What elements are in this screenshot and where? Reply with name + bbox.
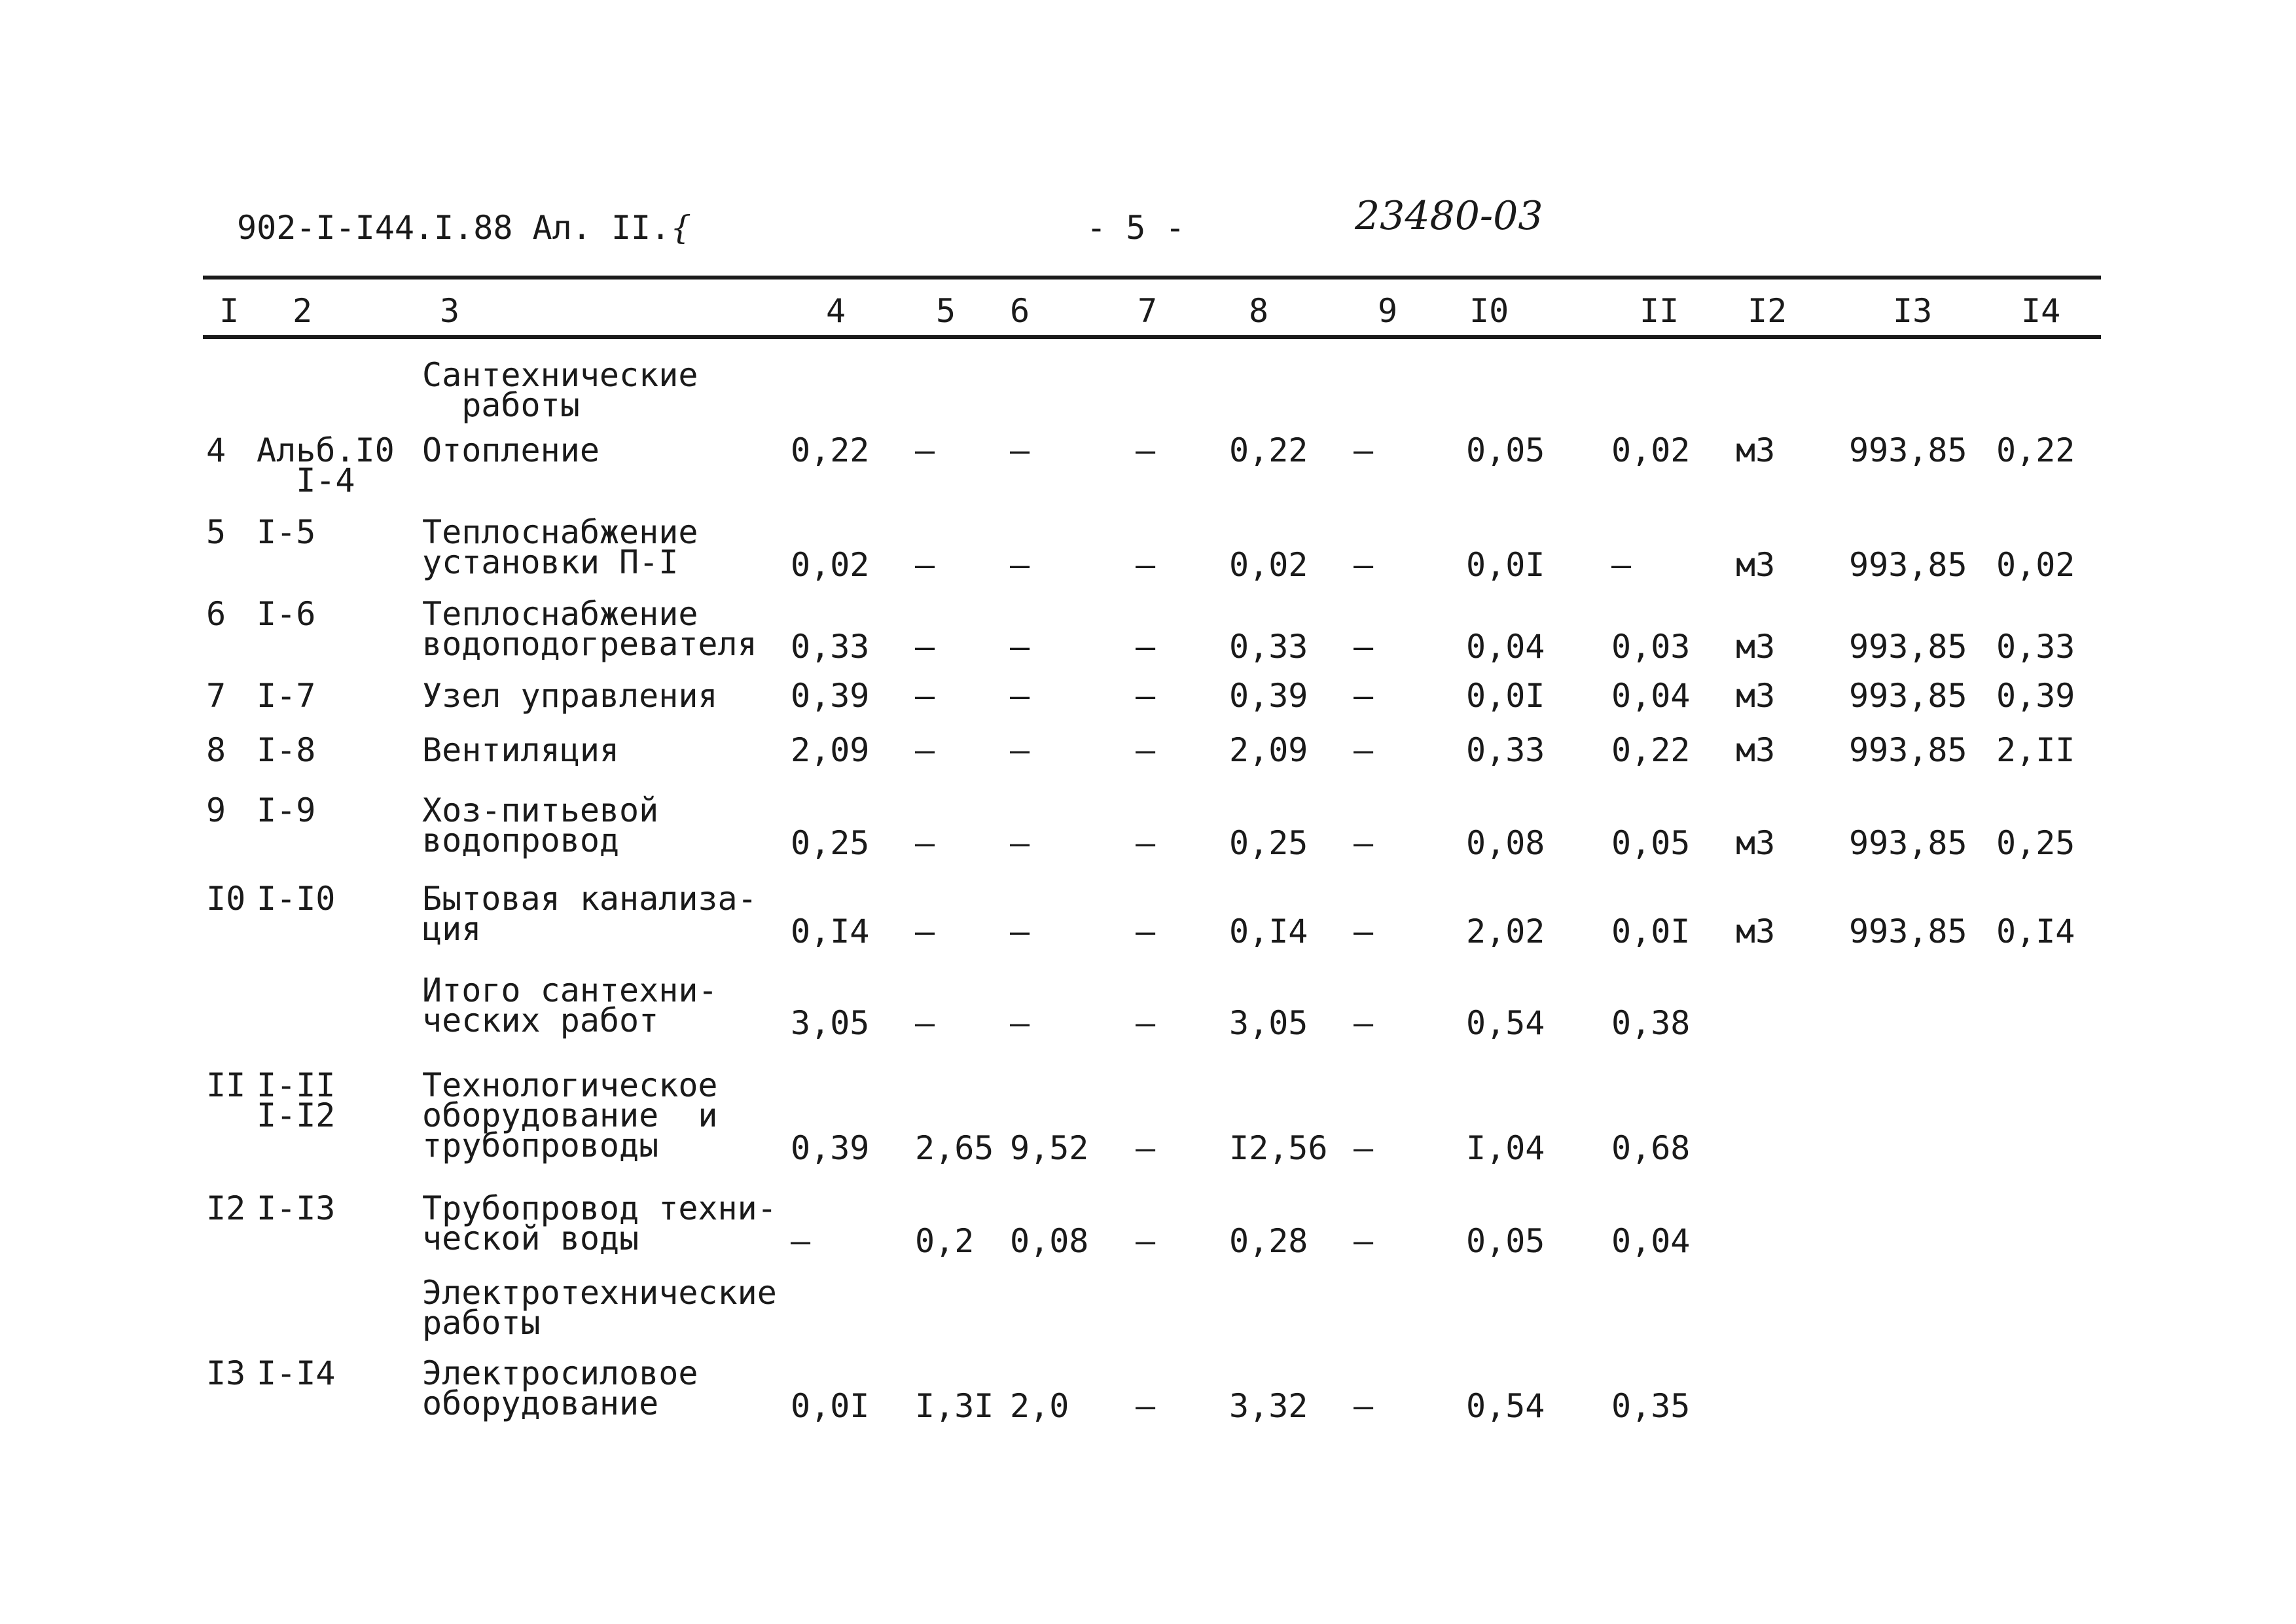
document-code [237,208,691,247]
cell-c7: – [1136,1222,1156,1260]
cell-c13: 993,85 [1849,628,1967,666]
cell-c5: 2,65 [915,1129,994,1167]
column-header-4: 4 [826,292,846,330]
cell-c12: м3 [1736,731,1776,769]
cell-c7: – [1136,731,1156,769]
cell-name: Трубопровод техни- ческой воды [422,1189,777,1257]
cell-c5: – [915,677,935,715]
cell-num: II [206,1066,246,1104]
cell-c13: 993,85 [1849,824,1967,862]
cell-ref: I-I0 [257,880,336,918]
cell-c4: 0,39 [791,1129,870,1167]
cell-c12: м3 [1736,431,1776,469]
cell-name: Сантехнические работы [422,356,698,424]
cell-c12: м3 [1736,546,1776,584]
cell-c8: 3,05 [1229,1004,1308,1042]
cell-c8: 2,09 [1229,731,1308,769]
cell-c8: 0,28 [1229,1222,1308,1260]
cell-c9: – [1354,1387,1374,1425]
cell-c8: 0,39 [1229,677,1308,715]
column-header-5: 5 [936,292,956,330]
cell-ref: I-5 [257,513,316,551]
cell-c10: 0,54 [1466,1004,1545,1042]
cell-c4: – [791,1222,811,1260]
cell-c7: – [1136,1129,1156,1167]
cell-c12: м3 [1736,628,1776,666]
cell-c5: – [915,824,935,862]
column-header-13: I3 [1893,292,1933,330]
cell-c6: – [1010,912,1030,950]
column-header-9: 9 [1378,292,1398,330]
cell-c5: – [915,628,935,666]
column-header-10: I0 [1469,292,1509,330]
cell-name: Технологическое оборудование и трубопроводы [422,1066,718,1164]
cell-c4: 0,22 [791,431,870,469]
cell-c4: 0,I4 [791,912,870,950]
cell-c6: 0,08 [1010,1222,1089,1260]
cell-c6: – [1010,677,1030,715]
cell-c4: 0,0I [791,1387,870,1425]
column-header-2: 2 [293,292,313,330]
cell-c13: 993,85 [1849,731,1967,769]
cell-c9: – [1354,824,1374,862]
cell-c11: 0,22 [1611,731,1691,769]
cell-c9: – [1354,1222,1374,1260]
cell-name: Хоз-питьевой водопровод [422,791,659,859]
cell-c10: 0,0I [1466,677,1545,715]
cell-c4: 2,09 [791,731,870,769]
cell-c14: 0,39 [1996,677,2075,715]
cell-ref: I-I4 [257,1354,336,1392]
cell-num: 9 [206,791,226,829]
cell-c13: 993,85 [1849,677,1967,715]
cell-c4: 0,25 [791,824,870,862]
cell-c14: 0,I4 [1996,912,2075,950]
column-header-3: 3 [440,292,460,330]
cell-c6: – [1010,628,1030,666]
cell-c9: – [1354,731,1374,769]
cell-name: Электротехнические работы [422,1274,777,1342]
cell-c9: – [1354,628,1374,666]
column-header-1: I [219,292,240,330]
cell-c5: – [915,1004,935,1042]
cell-c4: 3,05 [791,1004,870,1042]
cell-c7: – [1136,628,1156,666]
column-header-11: II [1640,292,1679,330]
column-header-14: I4 [2021,292,2061,330]
cell-c7: – [1136,912,1156,950]
cell-c10: 0,33 [1466,731,1545,769]
cell-ref: I-7 [257,677,316,715]
cell-name: Отопление [422,431,600,469]
cell-c9: – [1354,546,1374,584]
cell-c10: 2,02 [1466,912,1545,950]
cell-ref: I-I3 [257,1189,336,1227]
cell-name: Итого сантехни- ческих работ [422,971,718,1039]
cell-c6: – [1010,546,1030,584]
cell-c7: – [1136,546,1156,584]
cell-c9: – [1354,912,1374,950]
cell-c12: м3 [1736,677,1776,715]
cell-c13: 993,85 [1849,546,1967,584]
cell-c11: 0,02 [1611,431,1691,469]
cell-c8: I2,56 [1229,1129,1328,1167]
cell-c5: – [915,731,935,769]
cell-name: Бытовая канализа- ция [422,880,757,948]
cell-c10: 0,0I [1466,546,1545,584]
cell-ref: I-8 [257,731,316,769]
cell-c13: 993,85 [1849,431,1967,469]
cell-num: I3 [206,1354,246,1392]
cell-c13: 993,85 [1849,912,1967,950]
column-header-7: 7 [1138,292,1158,330]
cell-c6: – [1010,824,1030,862]
cell-c14: 0,33 [1996,628,2075,666]
cell-c10: I,04 [1466,1129,1545,1167]
cell-c5: I,3I [915,1387,994,1425]
document-code-text: 902-I-I44.I.88 Ал. II. [237,209,671,247]
cell-c9: – [1354,1004,1374,1042]
cell-c4: 0,39 [791,677,870,715]
cell-c6: – [1010,731,1030,769]
cell-c10: 0,08 [1466,824,1545,862]
cell-c6: 2,0 [1010,1387,1069,1425]
cell-c11: 0,05 [1611,824,1691,862]
cell-c5: – [915,431,935,469]
cell-c5: 0,2 [915,1222,975,1260]
cell-c14: 0,25 [1996,824,2075,862]
cell-c8: 0,25 [1229,824,1308,862]
cell-c11: 0,04 [1611,677,1691,715]
cell-c8: 3,32 [1229,1387,1308,1425]
cell-ref: I-II I-I2 [257,1066,336,1134]
column-header-6: 6 [1010,292,1030,330]
cell-c7: – [1136,677,1156,715]
header-rule [203,335,2101,339]
cell-ref: Альб.I0 I-4 [257,431,395,499]
page-number: - 5 - [1086,209,1185,247]
cell-num: 8 [206,731,226,769]
cell-c4: 0,33 [791,628,870,666]
cell-c8: 0,22 [1229,431,1308,469]
cell-c7: – [1136,1004,1156,1042]
cell-c5: – [915,912,935,950]
cell-name: Теплоснабжение установки П-I [422,513,698,581]
cell-c8: 0,33 [1229,628,1308,666]
cell-c7: – [1136,1387,1156,1425]
cell-c9: – [1354,1129,1374,1167]
cell-c11: – [1611,546,1632,584]
cell-c12: м3 [1736,912,1776,950]
cell-c5: – [915,546,935,584]
cell-c11: 0,38 [1611,1004,1691,1042]
cell-c11: 0,68 [1611,1129,1691,1167]
cell-c6: – [1010,1004,1030,1042]
cell-c12: м3 [1736,824,1776,862]
column-header-8: 8 [1249,292,1269,330]
cell-name: Вентиляция [422,731,620,769]
top-rule [203,276,2101,280]
cell-c4: 0,02 [791,546,870,584]
cell-c10: 0,54 [1466,1387,1545,1425]
cell-name: Электросиловое оборудование [422,1354,698,1422]
cell-num: 4 [206,431,226,469]
cell-ref: I-6 [257,595,316,633]
cell-c11: 0,35 [1611,1387,1691,1425]
cell-c6: 9,52 [1010,1129,1089,1167]
cell-c11: 0,04 [1611,1222,1691,1260]
cell-c8: 0,02 [1229,546,1308,584]
cell-name: Теплоснабжение водоподогревателя [422,595,757,663]
cell-c9: – [1354,677,1374,715]
cell-c10: 0,05 [1466,431,1545,469]
cell-c14: 0,22 [1996,431,2075,469]
cell-num: 7 [206,677,226,715]
cell-c9: – [1354,431,1374,469]
document-code-mark: { [670,209,692,247]
column-header-12: I2 [1748,292,1787,330]
cell-c11: 0,0I [1611,912,1691,950]
cell-num: 5 [206,513,226,551]
cell-c14: 2,II [1996,731,2075,769]
cell-c10: 0,05 [1466,1222,1545,1260]
cell-c7: – [1136,431,1156,469]
cell-num: I2 [206,1189,246,1227]
cell-c14: 0,02 [1996,546,2075,584]
cell-c6: – [1010,431,1030,469]
cell-c10: 0,04 [1466,628,1545,666]
cell-num: 6 [206,595,226,633]
cell-c8: 0,I4 [1229,912,1308,950]
cell-c7: – [1136,824,1156,862]
handwritten-number: 23480-03 [1355,193,1543,239]
cell-num: I0 [206,880,246,918]
cell-ref: I-9 [257,791,316,829]
cell-name: Узел управления [422,677,718,715]
cell-c11: 0,03 [1611,628,1691,666]
